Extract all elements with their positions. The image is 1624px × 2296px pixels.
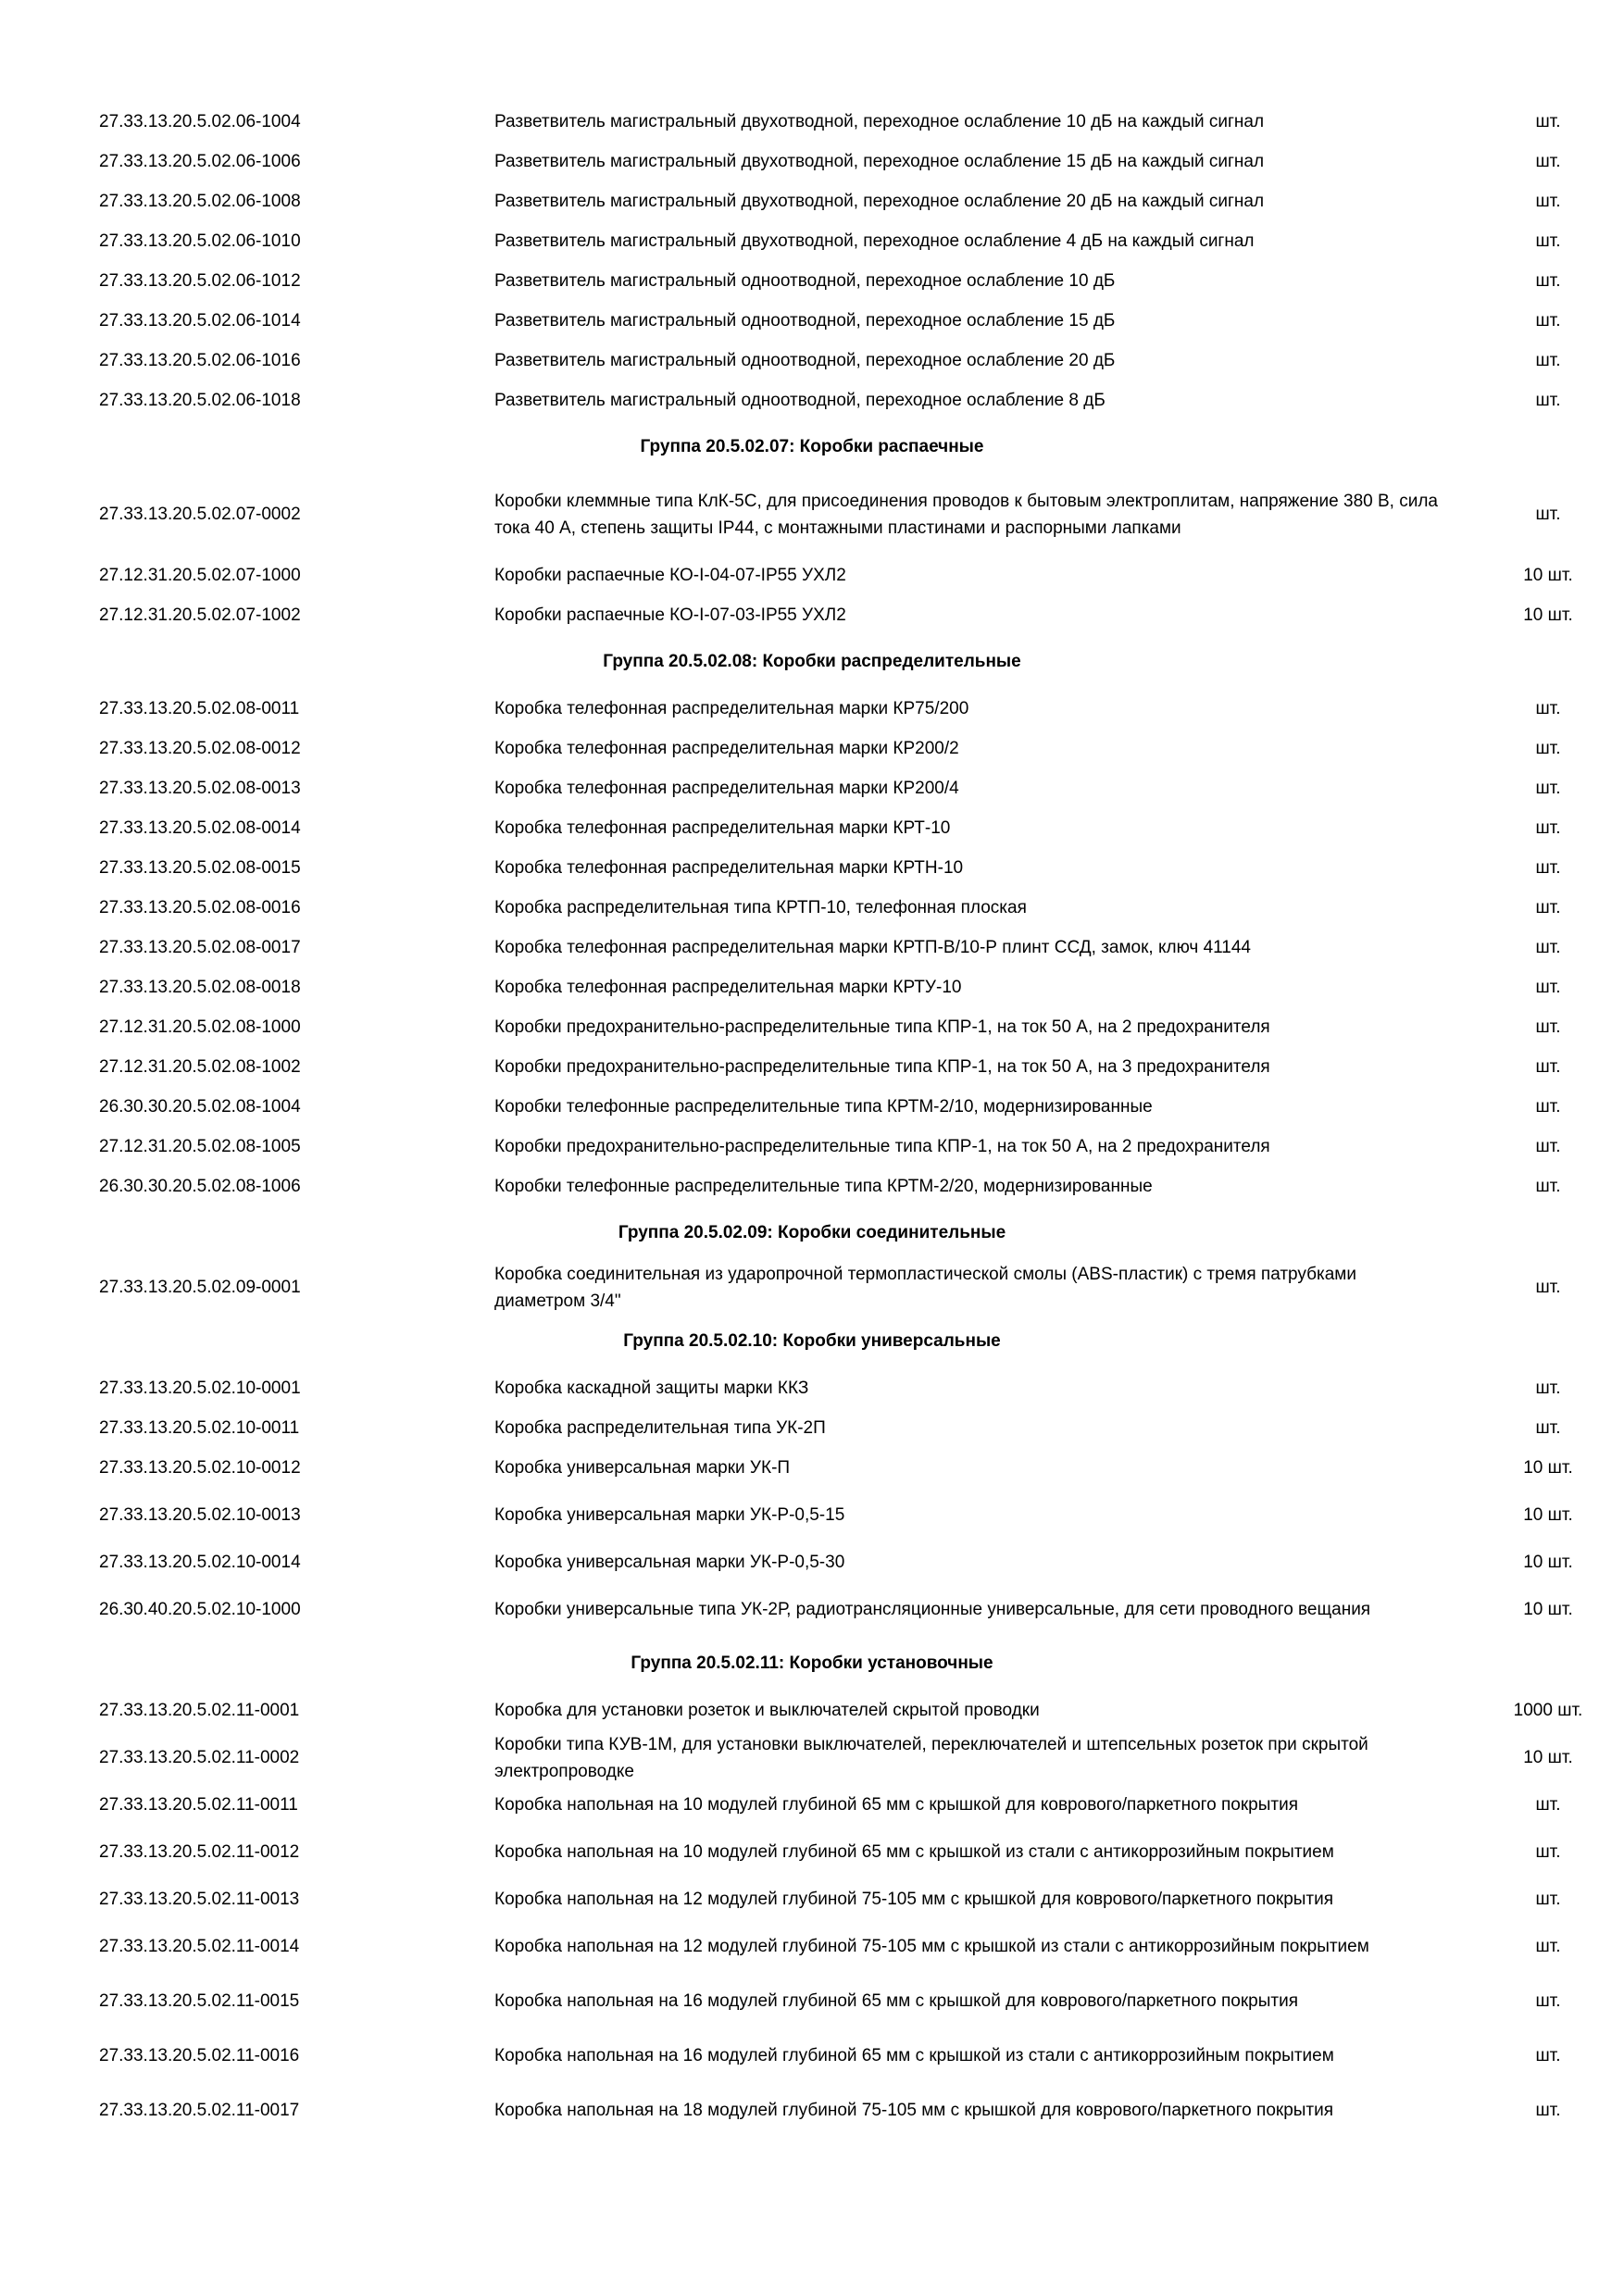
table-row	[0, 1448, 1624, 1488]
unit-of-measure: шт.	[1535, 778, 1561, 798]
resource-name: Коробки распаечные КО-I-07-03-IP55 УХЛ2	[494, 605, 846, 625]
resource-code: 27.12.31.20.5.02.08-1000	[99, 1017, 301, 1037]
resource-code: 27.33.13.20.5.02.08-0013	[99, 778, 301, 798]
resource-name: Коробка телефонная распределительная марки КР200/4	[494, 779, 959, 798]
unit-of-measure: 10 шт.	[1523, 1599, 1573, 1619]
resource-name: Коробка напольная на 18 модулей глубиной 75-105 мм с крышкой для коврового/паркетного покрытия	[494, 2101, 1334, 2120]
unit-of-measure: шт.	[1535, 1841, 1561, 1862]
resource-code: 27.33.13.20.5.02.08-0012	[99, 738, 301, 758]
table-row	[0, 595, 1624, 635]
unit-of-measure: шт.	[1535, 111, 1561, 131]
table-row	[0, 221, 1624, 261]
table-row	[0, 1368, 1624, 1408]
group-heading: Группа 20.5.02.08: Коробки распределительные	[603, 652, 1021, 671]
unit-of-measure: шт.	[1535, 817, 1561, 838]
unit-of-measure: шт.	[1535, 310, 1561, 331]
table-row	[0, 1260, 1624, 1315]
table-row	[0, 1919, 1624, 1974]
resource-code: 27.33.13.20.5.02.11-0013	[99, 1889, 300, 1909]
resource-name: Разветвитель магистральный двухотводной, переходное ослабление 15 дБ на каждый сигнал	[494, 152, 1265, 171]
unit-of-measure: шт.	[1535, 231, 1561, 251]
table-row	[0, 181, 1624, 221]
resource-code: 27.33.13.20.5.02.06-1008	[99, 191, 301, 211]
resource-code: 27.33.13.20.5.02.06-1010	[99, 231, 301, 251]
resource-code: 27.33.13.20.5.02.10-0001	[99, 1378, 301, 1398]
resource-name: Коробка напольная на 16 модулей глубиной 65 мм с крышкой для коврового/паркетного покрытия	[494, 1991, 1298, 2011]
unit-of-measure: шт.	[1535, 1277, 1561, 1297]
table-row	[0, 474, 1624, 555]
resource-name: Коробка распределительная типа УК-2П	[494, 1418, 826, 1438]
unit-of-measure: 10 шт.	[1523, 1552, 1573, 1572]
table-row	[0, 729, 1624, 768]
table-row	[0, 102, 1624, 142]
unit-of-measure: 10 шт.	[1523, 1457, 1573, 1478]
resource-name: Разветвитель магистральный двухотводной, переходное ослабление 20 дБ на каждый сигнал	[494, 192, 1265, 211]
resource-code: 27.12.31.20.5.02.08-1005	[99, 1136, 301, 1156]
resource-code: 27.33.13.20.5.02.11-0002	[99, 1747, 300, 1767]
resource-code: 27.33.13.20.5.02.11-0016	[99, 2045, 300, 2065]
unit-of-measure: шт.	[1535, 1136, 1561, 1156]
resource-code: 27.33.13.20.5.02.08-0011	[99, 698, 300, 718]
table-row	[0, 381, 1624, 420]
resource-name: Коробки предохранительно-распределительные типа КПР-1, на ток 50 А, на 2 предохранителя	[494, 1137, 1270, 1156]
resource-name: Разветвитель магистральный двухотводной, переходное ослабление 10 дБ на каждый сигнал	[494, 112, 1265, 131]
resource-code: 27.12.31.20.5.02.08-1002	[99, 1056, 301, 1077]
unit-of-measure: шт.	[1535, 1017, 1561, 1037]
resource-code: 27.33.13.20.5.02.11-0017	[99, 2100, 300, 2120]
resource-code: 26.30.30.20.5.02.08-1004	[99, 1096, 301, 1117]
unit-of-measure: шт.	[1535, 738, 1561, 758]
unit-of-measure: шт.	[1535, 1176, 1561, 1196]
table-row	[0, 1785, 1624, 1825]
table-row	[0, 301, 1624, 341]
resource-code: 27.33.13.20.5.02.11-0011	[99, 1794, 298, 1815]
resource-code: 27.33.13.20.5.02.07-0002	[99, 505, 301, 524]
resource-code: 27.33.13.20.5.02.08-0018	[99, 977, 301, 997]
table-row	[0, 848, 1624, 888]
unit-of-measure: шт.	[1535, 1936, 1561, 1956]
resource-name: Разветвитель магистральный двухотводной, переходное ослабление 4 дБ на каждый сигнал	[494, 231, 1255, 251]
resource-code: 27.33.13.20.5.02.08-0016	[99, 897, 301, 917]
resource-code: 27.33.13.20.5.02.10-0011	[99, 1417, 300, 1438]
unit-of-measure: 10 шт.	[1523, 1504, 1573, 1525]
unit-of-measure: 1000 шт.	[1513, 1700, 1583, 1720]
resource-name: Коробка для установки розеток и выключателей скрытой проводки	[494, 1701, 1040, 1720]
table-row	[0, 1007, 1624, 1047]
unit-of-measure: шт.	[1535, 897, 1561, 917]
resource-name: Коробка напольная на 12 модулей глубиной 75-105 мм с крышкой из стали с антикоррозийным покрытием	[494, 1937, 1369, 1956]
unit-of-measure: 10 шт.	[1523, 1747, 1573, 1767]
unit-of-measure: шт.	[1535, 2045, 1561, 2065]
resource-code: 27.33.13.20.5.02.09-0001	[99, 1277, 301, 1297]
table-row	[0, 967, 1624, 1007]
resource-name: Коробки телефонные распределительные типа КРТМ-2/10, модернизированные	[494, 1097, 1153, 1117]
group-heading: Группа 20.5.02.09: Коробки соединительные	[618, 1223, 1006, 1242]
table-row	[0, 2028, 1624, 2083]
resource-code: 27.33.13.20.5.02.11-0001	[99, 1700, 300, 1720]
resource-name: Коробка напольная на 10 модулей глубиной 65 мм с крышкой для коврового/паркетного покрытия	[494, 1795, 1298, 1815]
unit-of-measure: шт.	[1535, 350, 1561, 370]
resource-name: Коробка каскадной защиты марки ККЗ	[494, 1379, 809, 1398]
resource-name: Разветвитель магистральный одноотводной, переходное ослабление 10 дБ	[494, 271, 1116, 291]
table-row	[0, 1691, 1624, 1730]
resource-name: Разветвитель магистральный одноотводной, переходное ослабление 15 дБ	[494, 311, 1116, 331]
resource-name: Коробка напольная на 12 модулей глубиной 75-105 мм с крышкой для коврового/паркетного покрытия	[494, 1890, 1334, 1909]
unit-of-measure: шт.	[1535, 505, 1561, 524]
resource-name: Коробки распаечные КО-I-04-07-IP55 УХЛ2	[494, 566, 846, 585]
resource-code: 27.33.13.20.5.02.06-1014	[99, 310, 301, 331]
resource-name: Коробка универсальная марки УК-П	[494, 1458, 791, 1478]
resource-code: 27.33.13.20.5.02.11-0014	[99, 1936, 300, 1956]
resource-name: Коробки типа КУВ-1М, для установки выключателей, переключателей и штепсельных розеток при скрытой электропроводке	[494, 1734, 1368, 1781]
group-heading: Группа 20.5.02.07: Коробки распаечные	[640, 437, 984, 456]
table-row	[0, 1087, 1624, 1127]
group-heading: Группа 20.5.02.10: Коробки универсальные	[623, 1331, 1001, 1351]
resource-name: Коробка телефонная распределительная марки КРТ-10	[494, 818, 951, 838]
resource-name: Коробка телефонная распределительная марки КРТП-В/10-Р плинт ССД, замок, ключ 41144	[494, 938, 1251, 957]
table-row	[0, 2083, 1624, 2138]
table-row	[0, 142, 1624, 181]
resource-code: 27.33.13.20.5.02.11-0015	[99, 1990, 300, 2011]
table-row	[0, 1408, 1624, 1448]
table-row	[0, 1127, 1624, 1167]
unit-of-measure: шт.	[1535, 698, 1561, 718]
unit-of-measure: шт.	[1535, 1056, 1561, 1077]
resource-code: 27.33.13.20.5.02.10-0012	[99, 1457, 301, 1478]
resource-code: 27.33.13.20.5.02.08-0015	[99, 857, 301, 878]
table-row	[0, 768, 1624, 808]
table-row	[0, 261, 1624, 301]
table-row	[0, 1974, 1624, 2028]
unit-of-measure: шт.	[1535, 1990, 1561, 2011]
unit-of-measure: шт.	[1535, 151, 1561, 171]
table-row	[0, 1825, 1624, 1879]
resource-name: Коробка соединительная из ударопрочной термопластической смолы (ABS-пластик) с тремя патрубками диаметром 3/4"	[494, 1264, 1356, 1311]
table-row	[0, 555, 1624, 595]
resource-name: Коробка телефонная распределительная марки КР200/2	[494, 739, 959, 758]
resource-code: 27.33.13.20.5.02.06-1012	[99, 270, 301, 291]
unit-of-measure: шт.	[1535, 1417, 1561, 1438]
table-row	[0, 1542, 1624, 1582]
resource-code: 27.12.31.20.5.02.07-1000	[99, 565, 301, 585]
resource-code: 27.33.13.20.5.02.11-0012	[99, 1841, 300, 1862]
resource-name: Коробка телефонная распределительная марки КРТУ-10	[494, 978, 962, 997]
resource-name: Коробка универсальная марки УК-Р-0,5-30	[494, 1553, 845, 1572]
table-row	[0, 1879, 1624, 1919]
resource-code: 26.30.40.20.5.02.10-1000	[99, 1599, 301, 1619]
resource-code: 27.33.13.20.5.02.06-1004	[99, 111, 301, 131]
unit-of-measure: шт.	[1535, 191, 1561, 211]
resource-code: 27.33.13.20.5.02.06-1018	[99, 390, 301, 410]
unit-of-measure: шт.	[1535, 1096, 1561, 1117]
table-row	[0, 888, 1624, 928]
unit-of-measure: шт.	[1535, 977, 1561, 997]
resource-name: Коробка напольная на 10 модулей глубиной 65 мм с крышкой из стали с антикоррозийным покрытием	[494, 1842, 1334, 1862]
resource-name: Коробки клеммные типа КлК-5С, для присоединения проводов к бытовым электроплитам, напряжение 380 В, сила тока 40 А, степень защиты IP44, с монтажными пластинами и распорными лапками	[494, 492, 1438, 538]
resource-code: 27.12.31.20.5.02.07-1002	[99, 605, 301, 625]
unit-of-measure: шт.	[1535, 390, 1561, 410]
unit-of-measure: шт.	[1535, 270, 1561, 291]
resource-name: Коробка телефонная распределительная марки КРТН-10	[494, 858, 964, 878]
resource-name: Коробка универсальная марки УК-Р-0,5-15	[494, 1505, 845, 1525]
table-row	[0, 689, 1624, 729]
resource-name: Коробка напольная на 16 модулей глубиной 65 мм с крышкой из стали с антикоррозийным покрытием	[494, 2046, 1334, 2065]
resource-code: 27.33.13.20.5.02.10-0013	[99, 1504, 301, 1525]
unit-of-measure: шт.	[1535, 1794, 1561, 1815]
resource-code: 27.33.13.20.5.02.06-1006	[99, 151, 301, 171]
group-heading: Группа 20.5.02.11: Коробки установочные	[631, 1653, 993, 1673]
resource-name: Коробки предохранительно-распределительные типа КПР-1, на ток 50 А, на 3 предохранителя	[494, 1057, 1270, 1077]
table-row	[0, 808, 1624, 848]
table-row	[0, 1582, 1624, 1637]
table-row	[0, 928, 1624, 967]
unit-of-measure: 10 шт.	[1523, 565, 1573, 585]
table-row	[0, 1488, 1624, 1542]
table-row	[0, 1167, 1624, 1206]
resource-code: 27.33.13.20.5.02.10-0014	[99, 1552, 301, 1572]
resource-name: Разветвитель магистральный одноотводной, переходное ослабление 8 дБ	[494, 391, 1106, 410]
table-row	[0, 1730, 1624, 1785]
resource-code: 26.30.30.20.5.02.08-1006	[99, 1176, 301, 1196]
resource-name: Разветвитель магистральный одноотводной, переходное ослабление 20 дБ	[494, 351, 1116, 370]
unit-of-measure: шт.	[1535, 1378, 1561, 1398]
resource-name: Коробки универсальные типа УК-2Р, радиотрансляционные универсальные, для сети проводного вещания	[494, 1600, 1371, 1619]
resource-name: Коробка телефонная распределительная марки КР75/200	[494, 699, 969, 718]
table-row	[0, 1047, 1624, 1087]
resource-code: 27.33.13.20.5.02.06-1016	[99, 350, 301, 370]
resource-name: Коробка распределительная типа КРТП-10, телефонная плоская	[494, 898, 1027, 917]
unit-of-measure: 10 шт.	[1523, 605, 1573, 625]
resource-name: Коробки телефонные распределительные типа КРТМ-2/20, модернизированные	[494, 1177, 1153, 1196]
unit-of-measure: шт.	[1535, 2100, 1561, 2120]
resource-name: Коробки предохранительно-распределительные типа КПР-1, на ток 50 А, на 2 предохранителя	[494, 1017, 1270, 1037]
unit-of-measure: шт.	[1535, 937, 1561, 957]
unit-of-measure: шт.	[1535, 857, 1561, 878]
table-row	[0, 341, 1624, 381]
unit-of-measure: шт.	[1535, 1889, 1561, 1909]
resource-code: 27.33.13.20.5.02.08-0017	[99, 937, 301, 957]
resource-code: 27.33.13.20.5.02.08-0014	[99, 817, 301, 838]
